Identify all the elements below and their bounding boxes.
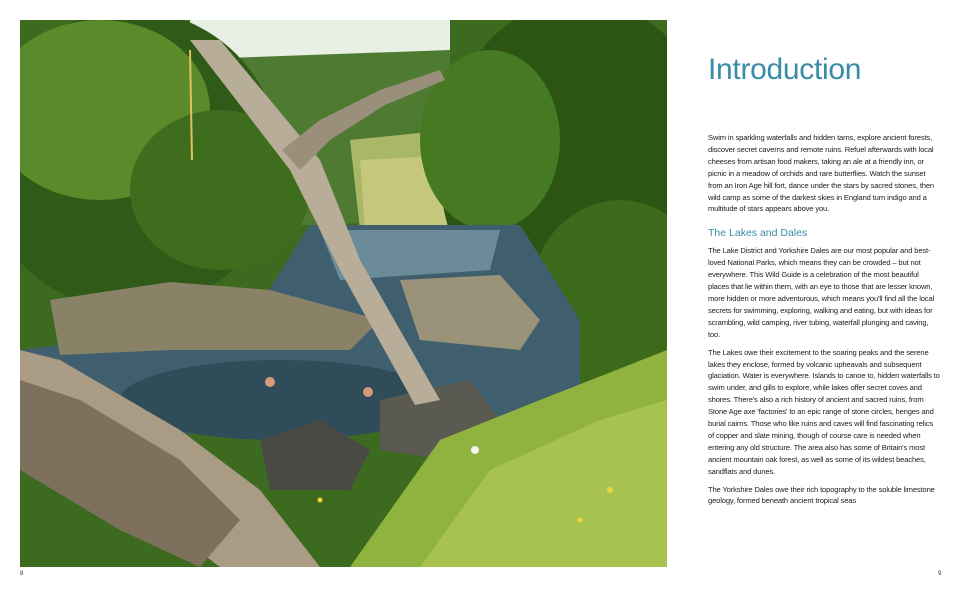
section-heading: The Lakes and Dales	[708, 227, 808, 240]
body-paragraph: The Lakes owe their excitement to the soaring peaks and the serene lakes they enclose, formed by volcanic upheavals and subsequent glaciation. Water is everywhere. Islands to canoe to, hidden waterfalls to swim under, and gills to explore, while lakes offer secret coves and shores. There's also a rich history of ancient and sacred ruins, from Stone Age axe 'factories' to an epic range of stone circles, henges and burial cairns. Those who like ruins and caves will find fascinating relics of copper and slate mining, though of course care is needed when entering any old structure. The area also has some of Britain's most ancient mountain oak forest, as well as some of its wildest beaches, sandflats and dunes.	[708, 347, 940, 476]
river-swimming-photo	[20, 20, 667, 567]
page-number-right: 9	[938, 571, 942, 577]
page-number-left: 8	[20, 571, 24, 577]
body-paragraph: The Lake District and Yorkshire Dales are our most popular and best-loved National Parks, which means they can be crowded – but not everywhere. This Wild Guide is a celebration of the most beautiful places that lie within them, with an eye to those that are lesser known, more hidden or more adventurous, which means you'll find all the local secrets for swimming, exploring, walking and eating, but with ideas for scrambling, wild camping, river tubing, waterfall plunging and caving, too.	[708, 246, 935, 339]
page-title: Introduction	[708, 53, 862, 86]
intro-paragraph: Swim in sparkling waterfalls and hidden tarns, explore ancient forests, discover secret caverns and remote ruins. Refuel afterwards with local cheeses from artisan food makers, taking an ale at a friendly inn, or picnic in a meadow of orchids and rare butterflies. Watch the sunset from an Iron Age hill fort, dance under the stars by sacred stones, then wild camp as some of the darkest skies in England turn indigo and a multitude of stars appears above you.	[708, 133, 935, 214]
article-column	[708, 50, 940, 513]
body-paragraph: The Yorkshire Dales owe their rich topography to the soluble limestone geology, formed beneath ancient tropical seas	[708, 484, 935, 506]
photo-illustration	[20, 20, 667, 567]
